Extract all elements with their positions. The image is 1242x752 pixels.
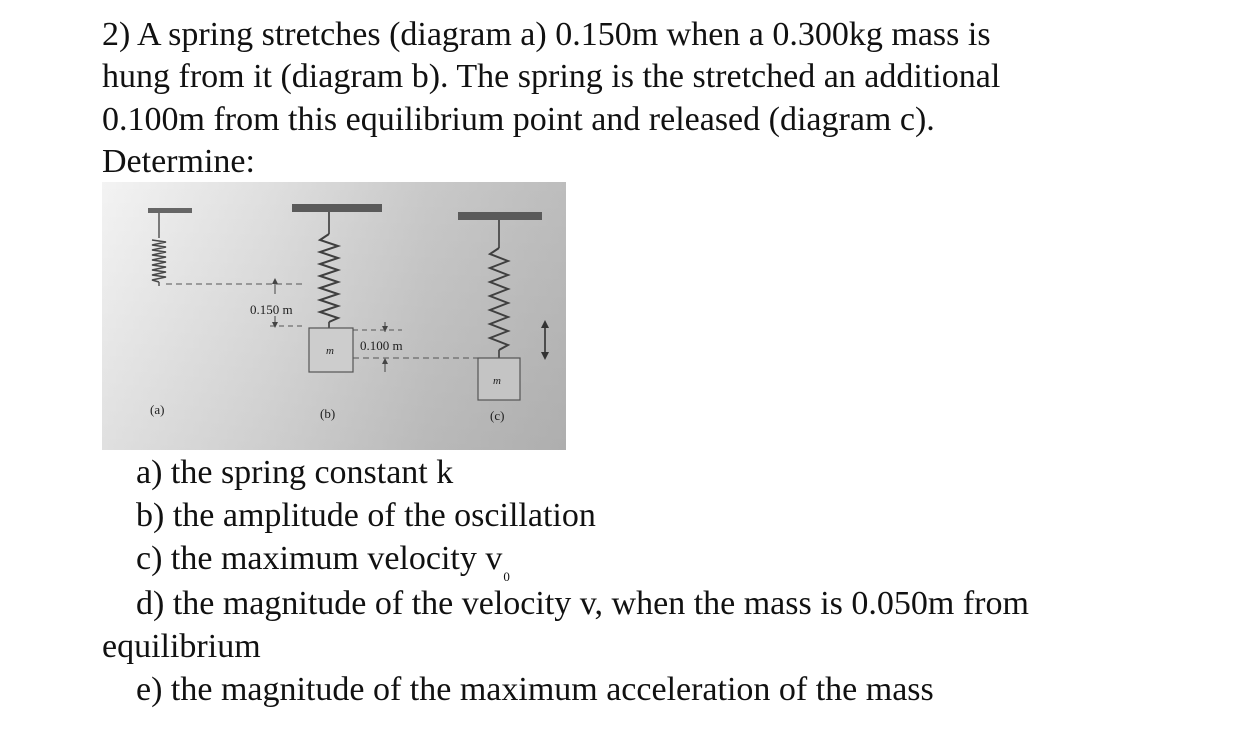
question-c-text: c) the maximum velocity v	[136, 540, 503, 577]
question-d-line-2: equilibrium	[102, 628, 261, 665]
spring-diagram-figure	[102, 182, 566, 450]
mass-b-label: m	[326, 345, 334, 357]
question-b: b) the amplitude of the oscillation	[136, 497, 596, 534]
question-e: e) the magnitude of the maximum acceleration of the mass	[136, 671, 934, 708]
dim-0150-label: 0.150 m	[250, 302, 293, 317]
label-c: (c)	[490, 408, 505, 423]
problem-line-1: 2) A spring stretches (diagram a) 0.150m when a 0.300kg mass is	[102, 16, 991, 53]
ceiling-b	[292, 204, 382, 212]
ceiling-c	[458, 212, 542, 220]
problem-line-2: hung from it (diagram b). The spring is the stretched an additional	[102, 58, 1001, 95]
problem-line-4: Determine:	[102, 143, 255, 180]
dim-0100-label: 0.100 m	[360, 338, 403, 353]
ceiling-a	[148, 208, 192, 213]
mass-c-label: m	[493, 375, 501, 387]
label-b: (b)	[320, 406, 336, 421]
question-d-line-1: d) the magnitude of the velocity v, when the mass is 0.050m from	[136, 585, 1029, 622]
question-a: a) the spring constant k	[136, 454, 454, 491]
label-a: (a)	[150, 402, 165, 417]
problem-line-3: 0.100m from this equilibrium point and released (diagram c).	[102, 101, 935, 138]
question-c-subscript: 0	[503, 569, 510, 584]
